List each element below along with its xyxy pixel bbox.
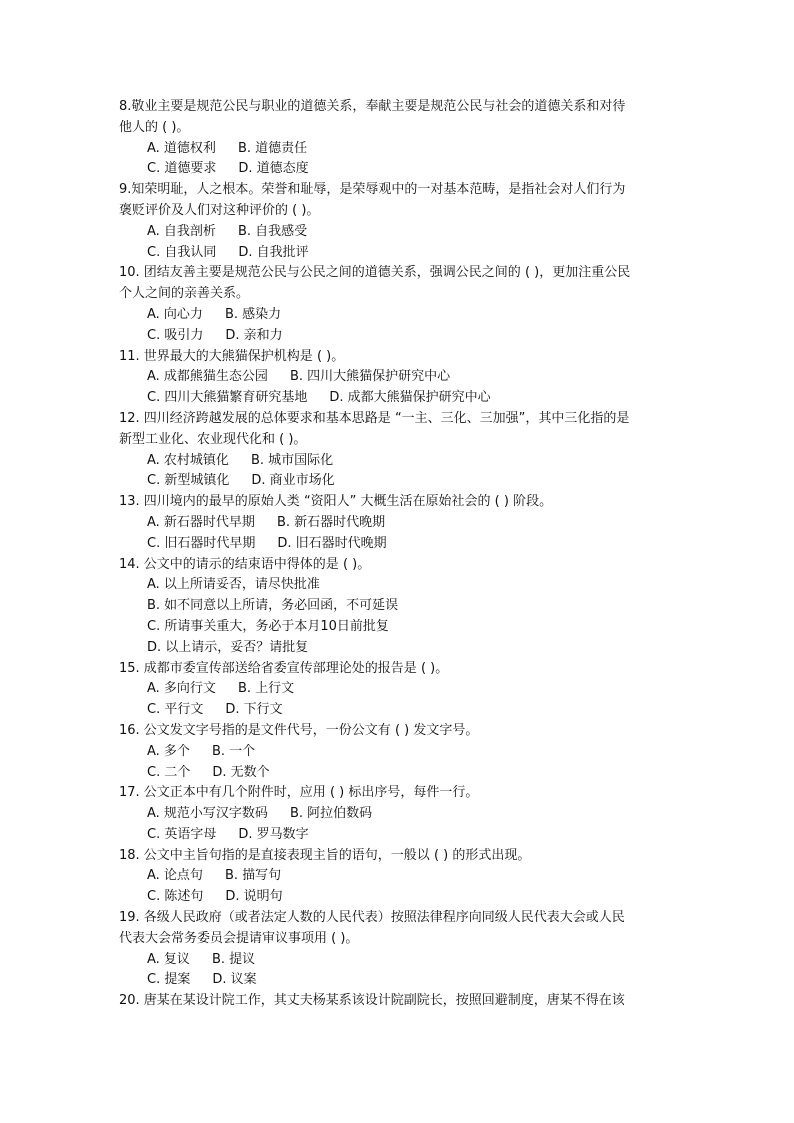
answer-option: C. 吸引力 bbox=[147, 327, 204, 343]
question-stem-line: 13. 四川境内的最早的原始人类 “资阳人” 大概生活在原始社会的 ( ) 阶段。 bbox=[119, 494, 553, 510]
question-stem-line: 17. 公文正本中有几个附件时，应用 ( ) 标出序号，每件一行。 bbox=[119, 785, 479, 801]
option-row bbox=[119, 326, 679, 347]
answer-option: C. 提案 bbox=[147, 972, 191, 988]
answer-option: B. 阿拉伯数码 bbox=[289, 806, 373, 822]
answer-option: C. 所请事关重大，务必于本月10日前批复 bbox=[147, 618, 389, 634]
option-row bbox=[119, 617, 679, 638]
answer-option: A. 农村城镇化 bbox=[147, 452, 229, 468]
answer-option: A. 道德权利 bbox=[147, 140, 216, 156]
option-row bbox=[119, 700, 679, 721]
option-row bbox=[119, 887, 679, 908]
answer-option: B. 如不同意以上所请，务必回函，不可延误 bbox=[147, 598, 399, 614]
option-row bbox=[119, 950, 679, 971]
answer-option: D. 议案 bbox=[212, 972, 257, 988]
question-stem-line: 12. 四川经济跨越发展的总体要求和基本思路是 “一主、三化、三加强”，其中三化指的是 bbox=[119, 410, 630, 426]
question-stem-line: 新型工业化、农业现代化和 ( )。 bbox=[119, 431, 307, 447]
option-row bbox=[119, 139, 679, 160]
answer-option: B. 描写句 bbox=[224, 868, 282, 884]
answer-option: B. 一个 bbox=[211, 743, 256, 759]
answer-option: B. 四川大熊猫保护研究中心 bbox=[289, 369, 451, 385]
answer-option: D. 下行文 bbox=[225, 702, 283, 718]
answer-option: A. 多个 bbox=[147, 743, 190, 759]
answer-option: D. 说明句 bbox=[225, 889, 283, 905]
option-row bbox=[119, 763, 679, 784]
question-stem-line: 9.知荣明耻，人之根本。荣誉和耻辱，是荣辱观中的一对基本范畴，是指社会对人们行为 bbox=[119, 182, 626, 198]
answer-option: A. 复议 bbox=[147, 951, 190, 967]
answer-option: D. 商业市场化 bbox=[251, 473, 335, 489]
answer-option: B. 道德责任 bbox=[237, 140, 308, 156]
question-stem-line: 他人的 ( )。 bbox=[119, 119, 190, 135]
question-list bbox=[119, 97, 679, 1012]
option-row bbox=[119, 367, 679, 388]
question-stem-line: 8.敬业主要是规范公民与职业的道德关系，奉献主要是规范公民与社会的道德关系和对待 bbox=[119, 99, 626, 114]
option-row bbox=[119, 596, 679, 617]
option-row bbox=[119, 866, 679, 887]
answer-option: A. 以上所请妥否，请尽快批准 bbox=[147, 577, 320, 593]
answer-option: C. 陈述句 bbox=[147, 889, 204, 905]
answer-option: C. 平行文 bbox=[147, 702, 204, 718]
option-row bbox=[119, 970, 679, 991]
question-stem-line: 代表大会常务委员会提请审议事项用 ( )。 bbox=[119, 930, 359, 946]
answer-option: B. 新石器时代晚期 bbox=[276, 514, 386, 530]
answer-option: D. 道德态度 bbox=[238, 161, 309, 177]
answer-option: B. 自我感受 bbox=[237, 223, 308, 239]
answer-option: B. 感染力 bbox=[224, 306, 282, 322]
option-row bbox=[119, 638, 679, 659]
option-row bbox=[119, 575, 679, 596]
answer-option: A. 多向行文 bbox=[147, 681, 216, 697]
answer-option: D. 罗马数字 bbox=[238, 826, 309, 842]
answer-option: A. 成都熊猫生态公园 bbox=[147, 369, 268, 385]
option-row bbox=[119, 222, 679, 243]
answer-option: C. 道德要求 bbox=[147, 161, 217, 177]
option-row bbox=[119, 825, 679, 846]
answer-option: C. 二个 bbox=[147, 764, 191, 780]
question-stem-line: 18. 公文中主旨句指的是直接表现主旨的语句，一般以 ( ) 的形式出现。 bbox=[119, 847, 531, 863]
question-stem-line: 15. 成都市委宣传部送给省委宣传部理论处的报告是 ( )。 bbox=[119, 660, 449, 676]
question-stem-line: 褒贬评价及人们对这种评价的 ( )。 bbox=[119, 202, 320, 218]
question-stem-line: 14. 公文中的请示的结束语中得体的是 ( )。 bbox=[119, 556, 371, 572]
answer-option: C. 新型城镇化 bbox=[147, 473, 230, 489]
question-stem-line: 10. 团结友善主要是规范公民与公民之间的道德关系，强调公民之间的 ( )，更加注重公民 bbox=[119, 265, 631, 281]
answer-option: A. 向心力 bbox=[147, 306, 203, 322]
option-row bbox=[119, 513, 679, 534]
answer-option: D. 亲和力 bbox=[225, 327, 283, 343]
answer-option: A. 新石器时代早期 bbox=[147, 514, 255, 530]
answer-option: B. 提议 bbox=[211, 951, 256, 967]
option-row bbox=[119, 471, 679, 492]
answer-option: A. 自我剖析 bbox=[147, 223, 216, 239]
answer-option: D. 成都大熊猫保护研究中心 bbox=[329, 390, 491, 406]
answer-option: C. 自我认同 bbox=[147, 244, 217, 260]
option-row bbox=[119, 451, 679, 472]
question-stem-line: 个人之间的亲善关系。 bbox=[119, 286, 250, 302]
option-row bbox=[119, 243, 679, 264]
answer-option: D. 旧石器时代晚期 bbox=[277, 535, 387, 551]
answer-option: A. 规范小写汉字数码 bbox=[147, 806, 268, 822]
answer-option: D. 自我批评 bbox=[238, 244, 309, 260]
question-stem-line: 20. 唐某在某设计院工作，其丈夫杨某系该设计院副院长，按照回避制度，唐某不得在该 bbox=[119, 993, 625, 1009]
answer-option: B. 城市国际化 bbox=[250, 452, 334, 468]
answer-option: D. 以上请示，妥否？请批复 bbox=[147, 639, 309, 655]
answer-option: D. 无数个 bbox=[212, 764, 270, 780]
option-row bbox=[119, 388, 679, 409]
answer-option: C. 旧石器时代早期 bbox=[147, 535, 256, 551]
option-row bbox=[119, 305, 679, 326]
question-stem-line: 11. 世界最大的大熊猫保护机构是 ( )。 bbox=[119, 348, 345, 364]
question-stem-line: 16. 公文发文字号指的是文件代号，一份公文有 ( ) 发文字号。 bbox=[119, 722, 479, 738]
option-row bbox=[119, 679, 679, 700]
answer-option: A. 论点句 bbox=[147, 868, 203, 884]
option-row bbox=[119, 159, 679, 180]
option-row bbox=[119, 804, 679, 825]
answer-option: C. 英语字母 bbox=[147, 826, 217, 842]
answer-option: C. 四川大熊猫繁育研究基地 bbox=[147, 390, 308, 406]
question-stem-line: 19. 各级人民政府（或者法定人数的人民代表）按照法律程序向同级人民代表大会或人民 bbox=[119, 910, 625, 926]
option-row bbox=[119, 534, 679, 555]
option-row bbox=[119, 742, 679, 763]
answer-option: B. 上行文 bbox=[237, 681, 295, 697]
